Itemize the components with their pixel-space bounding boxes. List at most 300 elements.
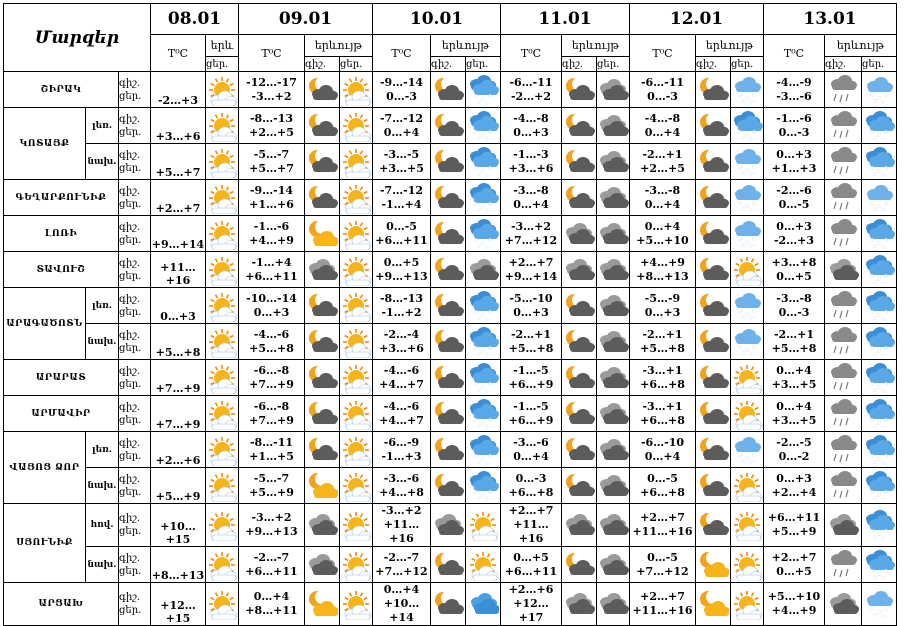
- snow-cloud-icon: [466, 216, 501, 252]
- night-temperature: -6…-11: [640, 75, 685, 89]
- day-temperature: 0…-5: [778, 197, 810, 211]
- temperature-range: [239, 432, 305, 468]
- grey-snow-cloud-icon: [825, 360, 862, 396]
- dark-cloud-icon: [597, 547, 630, 583]
- day-temperature: +6…+8: [508, 485, 554, 499]
- night-temperature: 0…+3: [776, 219, 812, 233]
- night-temperature: 0…+4: [253, 590, 290, 603]
- moon-cloud-icon: [696, 216, 731, 252]
- night-day-labels: [119, 504, 151, 547]
- temperature-range: [239, 468, 305, 504]
- night-temperature: -9…-14: [249, 183, 294, 197]
- day-temperature: +5…+9: [771, 525, 817, 538]
- subregion-label: նախ.: [86, 547, 119, 583]
- light-snow-cloud-icon: [862, 72, 897, 108]
- temperature-range: [630, 547, 696, 583]
- moon-cloud-icon: [562, 547, 597, 583]
- night-temperature: +2…+7: [771, 550, 817, 564]
- day-temperature: +11…+16: [513, 518, 549, 545]
- temperature-range: [501, 583, 562, 626]
- dark-cloud-icon: [562, 583, 597, 626]
- day-temperature: +5…+9: [249, 485, 294, 499]
- moon-cloud-icon: [431, 324, 466, 360]
- dark-cloud-icon: [597, 108, 630, 144]
- sun-icon: [206, 144, 239, 180]
- night-temperature: 0…+4: [383, 583, 420, 596]
- day-temperature: +5…+8: [640, 341, 685, 355]
- temperature-range: [764, 360, 825, 396]
- temperature-range: [630, 288, 696, 324]
- temperature-range: [501, 180, 562, 216]
- night-label: գիշ.: [119, 113, 141, 125]
- night-label: գիշ.: [119, 329, 141, 341]
- night-label: գիշ.: [119, 473, 141, 485]
- table-row: [4, 72, 897, 108]
- temperature-range: [239, 144, 305, 180]
- night-temperature: -6…-11: [509, 75, 553, 89]
- temperature-range: [630, 216, 696, 252]
- night-temperature: -2…-6: [776, 183, 812, 197]
- day-temperature: +6…+11: [504, 564, 558, 578]
- day-temperature: +1…+5: [249, 449, 294, 463]
- night-day-labels: [119, 108, 151, 144]
- temperature-range: [501, 504, 562, 547]
- temperature-range: [501, 72, 562, 108]
- sun-icon: [731, 547, 764, 583]
- sun-icon: [206, 504, 239, 547]
- moon-cloud-icon: [305, 396, 340, 432]
- night-temperature: -1…-6: [253, 219, 290, 233]
- night-day-labels: [119, 288, 151, 324]
- day0-temperature: +7…+9: [151, 396, 206, 432]
- night-temperature: 0…+5: [383, 255, 420, 269]
- night-temperature: +5…+10: [767, 590, 821, 603]
- night-label: գիշ.: [119, 293, 141, 305]
- light-snow-cloud-icon: [731, 180, 764, 216]
- table-row: [4, 288, 897, 324]
- temperature-range: [630, 468, 696, 504]
- temperature-range: [630, 108, 696, 144]
- day-subheader: ցեր.: [206, 57, 239, 72]
- moon-cloud-icon: [431, 108, 466, 144]
- temperature-range: [501, 547, 562, 583]
- weather-header: երև: [206, 35, 239, 57]
- day-temperature: 0…+3: [513, 305, 549, 319]
- temperature-range: [373, 468, 431, 504]
- light-snow-cloud-icon: [731, 144, 764, 180]
- table-row: [4, 180, 897, 216]
- temperature-range: [764, 432, 825, 468]
- day-temperature: 0…+3: [513, 125, 549, 139]
- day-temperature: +4…+8: [379, 485, 424, 499]
- snow-cloud-icon: [731, 108, 764, 144]
- day0-temperature: +5…+8: [151, 324, 206, 360]
- dark-cloud-icon: [597, 72, 630, 108]
- night-subheader: գիշ.: [825, 57, 862, 72]
- day-temperature: +2…+5: [249, 125, 294, 139]
- night-temperature: -2…-7: [383, 550, 420, 564]
- night-temperature: -5…-7: [253, 471, 290, 485]
- grey-snow-cloud-icon: [825, 324, 862, 360]
- day-temperature: +7…+9: [249, 377, 294, 391]
- moon-cloud-icon: [562, 108, 597, 144]
- dark-cloud-icon: [597, 252, 630, 288]
- night-temperature: -3…-8: [513, 183, 549, 197]
- night-temperature: -4…-8: [513, 111, 549, 125]
- day-temperature: 0…+4: [513, 197, 549, 211]
- grey-snow-cloud-icon: [825, 432, 862, 468]
- snow-cloud-icon: [862, 216, 897, 252]
- day-temperature: +11…+16: [632, 604, 693, 617]
- night-temperature: 0…-5: [647, 550, 678, 564]
- night-temperature: -6…-9: [383, 435, 420, 449]
- day-temperature: 0…+4: [513, 449, 549, 463]
- night-temperature: -3…-8: [644, 183, 681, 197]
- table-row: [4, 324, 897, 360]
- temperature-range: [373, 324, 431, 360]
- temperature-range: [630, 360, 696, 396]
- day0-temperature: +12…+15: [151, 583, 206, 626]
- night-temperature: 0…+3: [776, 147, 812, 161]
- night-temperature: -7…-12: [379, 183, 424, 197]
- night-temperature: -1…+4: [251, 255, 292, 269]
- dark-cloud-icon: [305, 504, 340, 547]
- day-temperature: +11…+16: [383, 518, 420, 545]
- day-temperature: +4…+7: [379, 413, 424, 427]
- weather-header: երևույթ: [825, 35, 897, 57]
- day-label: ցեր.: [119, 270, 142, 282]
- day-temperature: +8…+11: [245, 604, 298, 617]
- temperature-range: [239, 252, 305, 288]
- day-temperature: +3…+6: [379, 341, 424, 355]
- night-temperature: +3…+8: [771, 255, 817, 269]
- night-temperature: -2…+1: [773, 327, 815, 341]
- temperature-range: [239, 216, 305, 252]
- dark-cloud-icon: [597, 144, 630, 180]
- day-temperature: +1…+6: [249, 197, 294, 211]
- temperature-range: [764, 324, 825, 360]
- moon-cloud-icon: [562, 180, 597, 216]
- day-label: ցեր.: [119, 450, 142, 462]
- weather-header: երևույթ: [562, 35, 630, 57]
- day0-temperature: +9…+14: [151, 216, 206, 252]
- day-temperature: -1…+3: [381, 449, 422, 463]
- night-temperature: -3…+1: [642, 399, 683, 413]
- day-label: ցեր.: [119, 162, 142, 174]
- day-label: ցեր.: [119, 414, 142, 426]
- moon-cloud-icon: [305, 432, 340, 468]
- subregion-label: նախ.: [86, 468, 119, 504]
- night-temperature: 0…+4: [644, 219, 681, 233]
- moon-cloud-icon: [562, 360, 597, 396]
- night-label: գիշ.: [119, 592, 141, 603]
- temperature-range: [373, 288, 431, 324]
- moon-cloud-icon: [431, 216, 466, 252]
- day-label: ցեր.: [119, 378, 142, 390]
- day-label: ցեր.: [119, 90, 142, 102]
- day-temperature: 0…-3: [647, 89, 678, 103]
- snow-cloud-icon: [862, 432, 897, 468]
- region-name: ՍՅՈՒՆԻՔ: [4, 504, 86, 583]
- date-header-3: 11.01: [501, 4, 630, 35]
- night-day-labels: [119, 144, 151, 180]
- temperature-range: [764, 583, 825, 626]
- dark-cloud-icon: [597, 396, 630, 432]
- dark-cloud-icon: [562, 504, 597, 547]
- sun-icon: [731, 504, 764, 547]
- day-subheader: ցեր.: [862, 57, 897, 72]
- table-row: [4, 504, 897, 547]
- table-row: [4, 547, 897, 583]
- night-temperature: 0…+5: [513, 550, 549, 564]
- day0-temperature: +5…+7: [151, 144, 206, 180]
- moon-cloud-icon: [562, 396, 597, 432]
- sun-icon: [206, 396, 239, 432]
- moon-cloud-icon: [305, 144, 340, 180]
- snow-cloud-icon: [862, 108, 897, 144]
- region-name: ՇԻՐԱԿ: [4, 72, 119, 108]
- temperature-range: [764, 252, 825, 288]
- day-label: ցեր.: [119, 526, 142, 537]
- day-temperature: -2…+3: [773, 233, 815, 247]
- snow-cloud-icon: [466, 180, 501, 216]
- day0-temperature: +5…+9: [151, 468, 206, 504]
- temperature-range: [630, 324, 696, 360]
- temperature-range: [373, 180, 431, 216]
- sun-icon: [340, 504, 373, 547]
- night-temperature: +2…+7: [508, 255, 554, 269]
- day-temperature: +3…+6: [508, 161, 554, 175]
- day-temperature: 0…+3: [253, 305, 290, 319]
- dark-cloud-icon: [825, 583, 862, 626]
- light-snow-cloud-icon: [862, 583, 897, 626]
- temperature-range: [239, 504, 305, 547]
- night-temperature: -4…-6: [383, 363, 420, 377]
- temperature-range: [239, 180, 305, 216]
- moon-cloud-icon: [562, 432, 597, 468]
- sun-icon: [206, 432, 239, 468]
- grey-snow-cloud-icon: [825, 288, 862, 324]
- dark-cloud-icon: [305, 252, 340, 288]
- temperature-range: [764, 180, 825, 216]
- night-temperature: -4…-9: [776, 75, 812, 89]
- day-temperature: -3…+2: [251, 89, 292, 103]
- dark-cloud-icon: [597, 583, 630, 626]
- night-temperature: -2…-7: [253, 550, 290, 564]
- region-name: ՏԱՎՈՒՇ: [4, 252, 119, 288]
- dark-cloud-icon: [825, 504, 862, 547]
- night-temperature: -1…-5: [513, 399, 549, 413]
- night-temperature: -3…+2: [510, 219, 552, 233]
- temperature-range: [373, 360, 431, 396]
- day-temperature: +3…+5: [379, 161, 424, 175]
- day-temperature: +6…+11: [245, 564, 298, 578]
- table-row: [4, 108, 897, 144]
- day-subheader: ցեր.: [340, 57, 373, 72]
- sun-icon: [340, 252, 373, 288]
- temperature-range: [501, 324, 562, 360]
- day-temperature: +5…+8: [508, 341, 554, 355]
- snow-cloud-icon: [466, 360, 501, 396]
- table-row: [4, 583, 897, 626]
- sun-icon: [466, 547, 501, 583]
- sun-icon: [206, 360, 239, 396]
- dark-cloud-icon: [597, 504, 630, 547]
- temperature-range: [373, 72, 431, 108]
- day-temperature: +3…+5: [771, 413, 817, 427]
- snow-cloud-icon: [466, 468, 501, 504]
- night-temperature: +2…+7: [640, 590, 685, 603]
- snow-cloud-icon: [862, 396, 897, 432]
- sun-icon: [206, 547, 239, 583]
- moon-cloud-icon: [696, 72, 731, 108]
- dark-cloud-icon: [562, 216, 597, 252]
- temperature-range: [501, 144, 562, 180]
- day-temperature: 0…-3: [778, 125, 810, 139]
- night-temperature: -2…-4: [383, 327, 420, 341]
- night-temperature: -2…+1: [642, 327, 683, 341]
- day-temperature: +6…+8: [640, 377, 685, 391]
- subregion-label: լեռ.: [86, 288, 119, 324]
- light-snow-cloud-icon: [862, 180, 897, 216]
- day-temperature: +2…+4: [771, 485, 817, 499]
- temperature-range: [764, 144, 825, 180]
- temperature-range: [630, 180, 696, 216]
- day-temperature: +9…+13: [245, 525, 298, 538]
- region-name: ԿՈՏԱՅՔ: [4, 108, 86, 180]
- day-temperature: -2…+2: [510, 89, 552, 103]
- day-temperature: 0…-2: [778, 449, 810, 463]
- temperature-range: [373, 432, 431, 468]
- sun-icon: [340, 583, 373, 626]
- table-row: [4, 216, 897, 252]
- night-temperature: +6…+11: [767, 511, 821, 524]
- day-temperature: 0…+4: [644, 125, 681, 139]
- temperature-range: [373, 144, 431, 180]
- subregion-label: նախ.: [86, 144, 119, 180]
- night-day-labels: [119, 583, 151, 626]
- night-day-labels: [119, 432, 151, 468]
- day-temperature: +4…+9: [249, 233, 294, 247]
- moon-partly-cloudy-icon: [305, 583, 340, 626]
- night-day-labels: [119, 180, 151, 216]
- region-name: ՎԱՅՈՑ ՁՈՐ: [4, 432, 86, 504]
- sun-icon: [340, 144, 373, 180]
- dark-cloud-icon: [305, 547, 340, 583]
- day-label: ցեր.: [119, 198, 142, 210]
- region-name: ԱՐՑԱԽ: [4, 583, 119, 626]
- night-label: գիշ.: [119, 437, 141, 449]
- temperature-range: [764, 396, 825, 432]
- moon-partly-cloudy-icon: [305, 468, 340, 504]
- moon-cloud-icon: [562, 288, 597, 324]
- day-temperature: +7…+12: [504, 233, 558, 247]
- day-label: ցեր.: [119, 126, 142, 138]
- temperature-range: [630, 583, 696, 626]
- moon-cloud-icon: [431, 583, 466, 626]
- night-subheader: գիշ.: [696, 57, 731, 72]
- day-temperature: +11…+16: [632, 525, 693, 538]
- forecast-table: [3, 3, 897, 626]
- night-day-labels: [119, 252, 151, 288]
- dark-cloud-icon: [597, 216, 630, 252]
- light-snow-cloud-icon: [731, 216, 764, 252]
- temperature-range: [239, 547, 305, 583]
- night-day-labels: [119, 396, 151, 432]
- sun-icon: [340, 108, 373, 144]
- night-temperature: -4…-6: [383, 399, 420, 413]
- dark-cloud-icon: [466, 252, 501, 288]
- day-temperature: +6…+8: [640, 485, 685, 499]
- moon-cloud-icon: [305, 108, 340, 144]
- temperature-range: [764, 216, 825, 252]
- moon-cloud-icon: [696, 108, 731, 144]
- temperature-range: [501, 432, 562, 468]
- weather-header: երևույթ: [696, 35, 764, 57]
- night-temperature: -3…-6: [513, 435, 549, 449]
- light-snow-cloud-icon: [731, 432, 764, 468]
- day-label: ցեր.: [119, 605, 142, 616]
- snow-cloud-icon: [466, 144, 501, 180]
- snow-cloud-icon: [466, 288, 501, 324]
- night-temperature: -3…+2: [381, 504, 422, 517]
- temperature-range: [501, 252, 562, 288]
- temperature-range: [373, 504, 431, 547]
- night-temperature: -3…+2: [251, 511, 292, 524]
- date-header-5: 13.01: [764, 4, 897, 35]
- grey-snow-cloud-icon: [825, 72, 862, 108]
- moon-cloud-icon: [431, 468, 466, 504]
- temperature-range: [373, 547, 431, 583]
- sun-icon: [206, 180, 239, 216]
- day-temperature: +9…+14: [504, 269, 558, 283]
- snow-cloud-icon: [862, 144, 897, 180]
- sun-icon: [340, 396, 373, 432]
- moon-partly-cloudy-icon: [696, 583, 731, 626]
- night-temperature: -2…+1: [510, 327, 552, 341]
- night-label: գիշ.: [119, 257, 141, 269]
- night-temperature: -5…-10: [509, 291, 553, 305]
- moon-cloud-icon: [696, 360, 731, 396]
- night-label: գիշ.: [119, 221, 141, 233]
- sun-icon: [340, 180, 373, 216]
- sun-icon: [731, 252, 764, 288]
- night-temperature: -5…-7: [253, 147, 290, 161]
- temperature-range: [501, 468, 562, 504]
- day-temperature: +5…+8: [771, 341, 817, 355]
- day0-temperature: -2…+3: [151, 72, 206, 108]
- dark-cloud-icon: [597, 360, 630, 396]
- table-row: [4, 468, 897, 504]
- temperature-range: [764, 468, 825, 504]
- day-temperature: +3…+5: [771, 377, 817, 391]
- temperature-range: [630, 252, 696, 288]
- sun-icon: [731, 583, 764, 626]
- sun-icon: [206, 108, 239, 144]
- night-subheader: գիշ.: [562, 57, 597, 72]
- subregion-label: լեռ.: [86, 108, 119, 144]
- grey-snow-cloud-icon: [825, 216, 862, 252]
- temperature-range: [239, 360, 305, 396]
- dark-cloud-icon: [597, 468, 630, 504]
- snow-cloud-icon: [862, 504, 897, 547]
- sun-icon: [340, 547, 373, 583]
- day-temperature: +12…+17: [513, 597, 549, 624]
- day-subheader: ցեր.: [466, 57, 501, 72]
- moon-cloud-icon: [431, 396, 466, 432]
- sun-icon: [340, 468, 373, 504]
- moon-cloud-icon: [431, 252, 466, 288]
